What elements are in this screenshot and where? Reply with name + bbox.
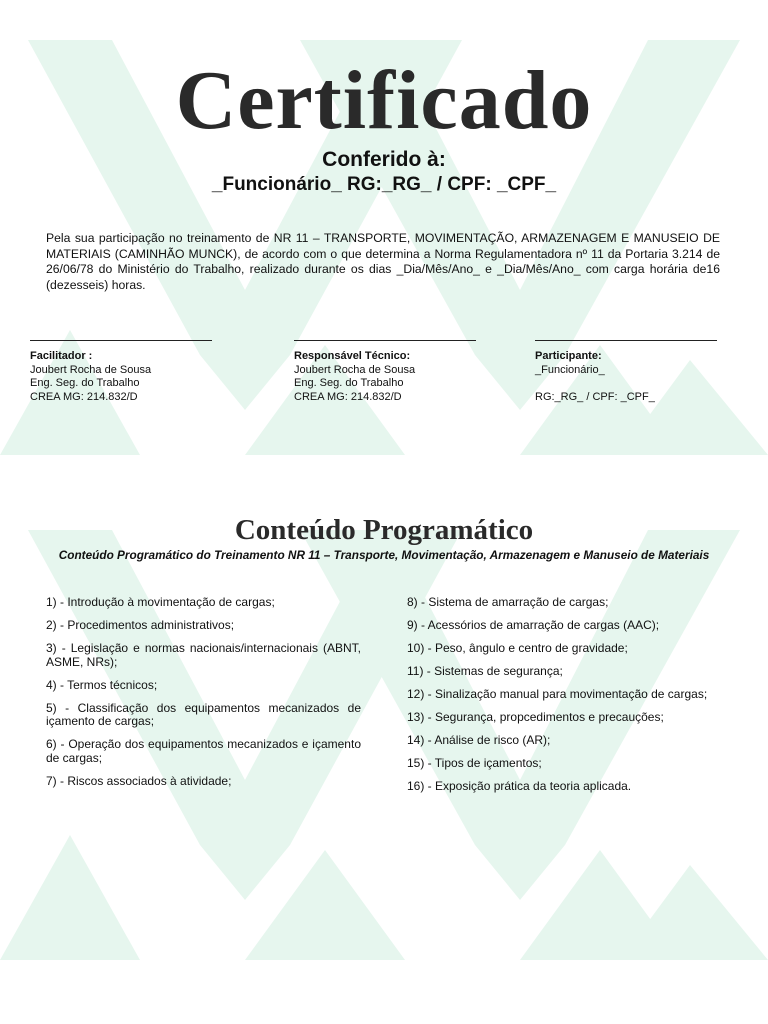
- program-subtitle: Conteúdo Programático do Treinamento NR 11 – Transporte, Movimentação, Armazenagem e Manuseio de Materiais: [58, 548, 710, 562]
- signature-spacer: [535, 377, 725, 391]
- list-item: 8) - Sistema de amarração de cargas;: [407, 595, 609, 609]
- signature-role: Responsável Técnico:: [294, 350, 411, 362]
- signature-participant: [535, 340, 725, 404]
- list-item: 13) - Segurança, propcedimentos e precauções;: [407, 710, 664, 724]
- signature-title: Eng. Seg. do Trabalho: [294, 377, 404, 389]
- list-item: 16) - Exposição prática da teoria aplicada.: [407, 779, 632, 793]
- list-item: 10) - Peso, ângulo e centro de gravidade;: [407, 641, 628, 655]
- signature-line: [294, 340, 476, 350]
- signature-line: [535, 340, 717, 350]
- signature-facilitator: [30, 340, 220, 404]
- list-item: 7) - Riscos associados à atividade;: [46, 773, 232, 788]
- signature-registration: CREA MG: 214.832/D: [30, 390, 138, 403]
- signature-role: Facilitador :: [30, 350, 93, 362]
- list-item: 5) - Classificação dos equipamentos mecanizados de içamento de cargas;: [46, 700, 361, 728]
- signature-name: Joubert Rocha de Sousa: [294, 363, 416, 376]
- signature-role: Participante:: [535, 350, 602, 362]
- conferred-label: Conferido à:: [322, 148, 446, 171]
- program-title: Conteúdo Programático: [234, 514, 534, 546]
- list-item: 3) - Legislação e normas nacionais/internacionais (ABNT, ASME, NRs);: [46, 641, 361, 669]
- signature-ids: RG:_RG_ / CPF: _CPF_: [535, 390, 655, 403]
- list-item: 2) - Procedimentos administrativos;: [46, 618, 235, 632]
- list-item: 12) - Sinalização manual para movimentação de cargas;: [407, 687, 708, 701]
- signature-registration: CREA MG: 214.832/D: [294, 390, 402, 403]
- certificate-title: Certificado: [175, 54, 593, 147]
- signature-name: Joubert Rocha de Sousa: [30, 363, 152, 376]
- list-item: 9) - Acessórios de amarração de cargas (AAC);: [407, 618, 660, 632]
- recipient-line: _Funcionário_ RG:_RG_ / CPF: _CPF_: [211, 174, 557, 195]
- program-list-right: [407, 596, 722, 803]
- list-item: 1) - Introdução à movimentação de cargas;: [46, 595, 275, 609]
- list-item: 11) - Sistemas de segurança;: [407, 664, 563, 678]
- list-item: 14) - Análise de risco (AR);: [407, 733, 551, 747]
- signature-title: Eng. Seg. do Trabalho: [30, 377, 140, 389]
- list-item: 15) - Tipos de içamentos;: [407, 756, 542, 770]
- program-list-left: [46, 596, 361, 798]
- signature-line: [30, 340, 212, 350]
- list-item: 4) - Termos técnicos;: [46, 677, 158, 692]
- list-item: 6) - Operação dos equipamentos mecanizados e içamento de cargas;: [46, 737, 361, 765]
- signature-name: _Funcionário_: [535, 363, 605, 376]
- certificate-body: Pela sua participação no treinamento de NR 11 – TRANSPORTE, MOVIMENTAÇÃO, ARMAZENAGEM E MANUSEIO DE MATERIAIS (CAMINHÃO MUNCK), de acordo com o que determina a Norma Regulamentadora nº 11 da Portaria 3.214 de 26/06/78 do Ministério do Trabalho, realizado durante os dias _Dia/Mês/Ano_ e _Dia/Mês/Ano_ com carga horária de16 (dezesseis) horas.: [46, 231, 720, 292]
- signature-technical-lead: [294, 340, 484, 404]
